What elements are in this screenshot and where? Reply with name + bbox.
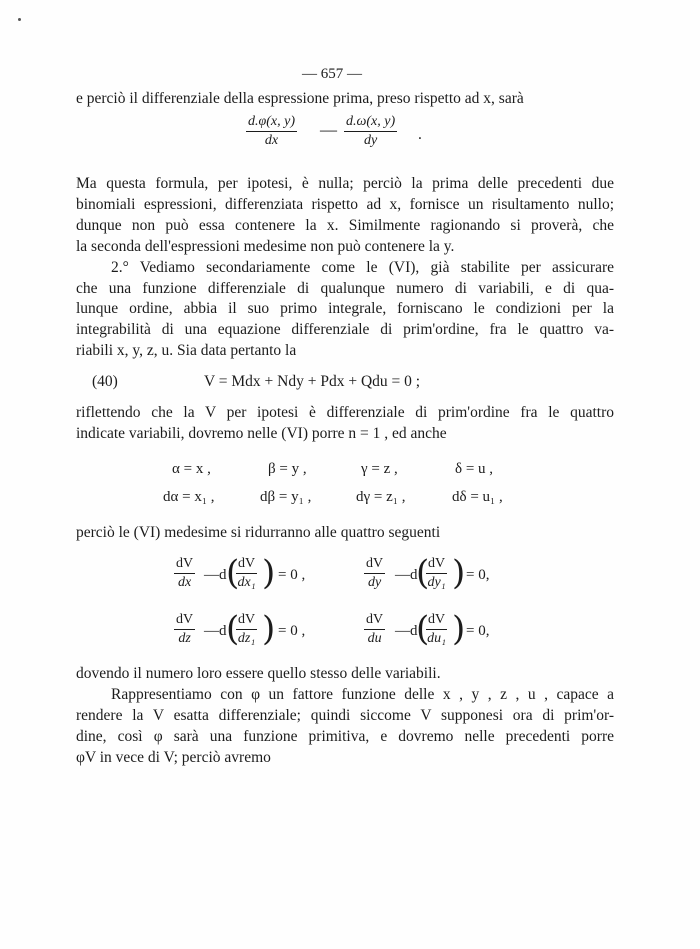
eq3-tail: = 0 , — [278, 623, 306, 639]
subs-row1-a: α = x , — [172, 461, 211, 477]
eq2-paren-close: ) — [452, 553, 466, 593]
formula1-fraction-2 — [344, 114, 397, 149]
eq1-frac-a — [174, 556, 195, 591]
para2-line-3: lunque ordine, abbia il suo primo integrale, forniscano le condizioni per la — [76, 300, 614, 317]
para1-line-2: binomiali espressioni, differenziata rispetto ad x, fornisce un risultamento nullo; — [76, 196, 614, 213]
eq2-paren-open: ( — [416, 553, 430, 593]
intro-line: e perciò il differenziale della espressione prima, preso rispetto ad x, sarà — [76, 90, 524, 107]
para3-line-1: riflettendo che la V per ipotesi è differenziale di prim'ordine fra le quattro — [76, 404, 614, 421]
formula1-den-1: dx — [264, 133, 279, 148]
eq4-num-b: dV — [426, 612, 447, 630]
para4: perciò le (VI) medesime si ridurranno alle quattro seguenti — [76, 524, 441, 541]
eq40-label: (40) — [92, 373, 118, 390]
formula1-end: . — [418, 126, 422, 143]
para5: dovendo il numero loro essere quello stesso delle variabili. — [76, 665, 441, 682]
eq2-den-b: dy₁ — [427, 575, 446, 590]
para2-line-1: 2.° Vediamo secondariamente come le (VI), già stabilite per assicurare — [111, 259, 614, 276]
eq3-frac-a — [174, 612, 195, 647]
eq1-paren-open: ( — [226, 553, 240, 593]
page-number: — 657 — — [302, 66, 362, 82]
eq2-minus-d: —d — [395, 567, 418, 583]
formula1-num-2: d.ω(x, y) — [344, 114, 397, 132]
eq4-paren-open: ( — [416, 609, 430, 649]
eq4-tail: = 0, — [466, 623, 490, 639]
para2-line-2: che una funzione differenziale di qualunque numero di variabili, e di qua- — [76, 280, 614, 297]
eq1-frac-b — [236, 556, 257, 591]
eq2-frac-a — [364, 556, 385, 591]
para6-line-2: rendere la V esatta differenziale; quindi siccome V supponesi ora di prim'or- — [76, 707, 614, 724]
para3-line-2: indicate variabili, dovremo nelle (VI) porre n = 1 , ed anche — [76, 425, 447, 442]
eq3-num-a: dV — [174, 612, 195, 630]
eq1-num-b: dV — [236, 556, 257, 574]
eq3-paren-close: ) — [262, 609, 276, 649]
eq3-num-b: dV — [236, 612, 257, 630]
eq2-num-b: dV — [426, 556, 447, 574]
eq1-den-a: dx — [177, 575, 192, 590]
eq1-paren-close: ) — [262, 553, 276, 593]
eq2-num-a: dV — [364, 556, 385, 574]
eq1-num-a: dV — [174, 556, 195, 574]
para6-line-3: dine, così φ sarà una funzione primitiva, e dovremo nelle precedenti porre — [76, 728, 614, 745]
formula1-minus: — — [320, 120, 337, 139]
subs-row1-d: δ = u , — [455, 461, 494, 477]
para6-line-4: φV in vece di V; perciò avremo — [76, 749, 271, 766]
para2-line-4: integrabilità di una equazione differenziale di prim'ordine, fra le quattro va- — [76, 321, 614, 338]
eq4-num-a: dV — [364, 612, 385, 630]
eq2-den-a: dy — [367, 575, 382, 590]
eq40-body: V = Mdx + Ndy + Pdx + Qdu = 0 ; — [204, 373, 421, 390]
eq4-paren-close: ) — [452, 609, 466, 649]
eq3-frac-b — [236, 612, 257, 647]
para2-line-5: riabili x, y, z, u. Sia data pertanto la — [76, 342, 297, 359]
eq4-frac-a — [364, 612, 385, 647]
eq1-den-b: dx₁ — [237, 575, 256, 590]
eq3-paren-open: ( — [226, 609, 240, 649]
eq2-tail: = 0, — [466, 567, 490, 583]
eq1-tail: = 0 , — [278, 567, 306, 583]
eq4-minus-d: —d — [395, 623, 418, 639]
eq1-minus-d: —d — [204, 567, 227, 583]
formula1-den-2: dy — [363, 133, 378, 148]
formula1-num-1: d.φ(x, y) — [246, 114, 297, 132]
subs-row2-b: dβ = y₁ , — [260, 489, 312, 505]
subs-row1-b: β = y , — [268, 461, 307, 477]
ink-speck — [18, 18, 21, 21]
formula1-fraction-1 — [246, 114, 297, 149]
subs-row2-c: dγ = z₁ , — [356, 489, 406, 505]
subs-row2-a: dα = x₁ , — [163, 489, 215, 505]
eq4-den-a: du — [367, 631, 382, 646]
para6-line-1: Rappresentiamo con φ un fattore funzione delle x , y , z , u , capace a — [111, 686, 614, 703]
eq3-minus-d: —d — [204, 623, 227, 639]
eq3-den-a: dz — [178, 631, 191, 646]
para1-line-3: dunque non può essa contenere la x. Similmente ragionando si proverà, che — [76, 217, 614, 234]
eq4-frac-b — [426, 612, 447, 647]
para1-line-1: Ma questa formula, per ipotesi, è nulla; perciò la prima delle precedenti due — [76, 175, 614, 192]
subs-row2-d: dδ = u₁ , — [452, 489, 503, 505]
subs-row1-c: γ = z , — [361, 461, 398, 477]
para1-line-4: la seconda dell'espressioni medesime non può contenere la y. — [76, 238, 455, 255]
eq3-den-b: dz₁ — [237, 631, 256, 646]
eq2-frac-b — [426, 556, 447, 591]
eq4-den-b: du₁ — [427, 631, 446, 646]
